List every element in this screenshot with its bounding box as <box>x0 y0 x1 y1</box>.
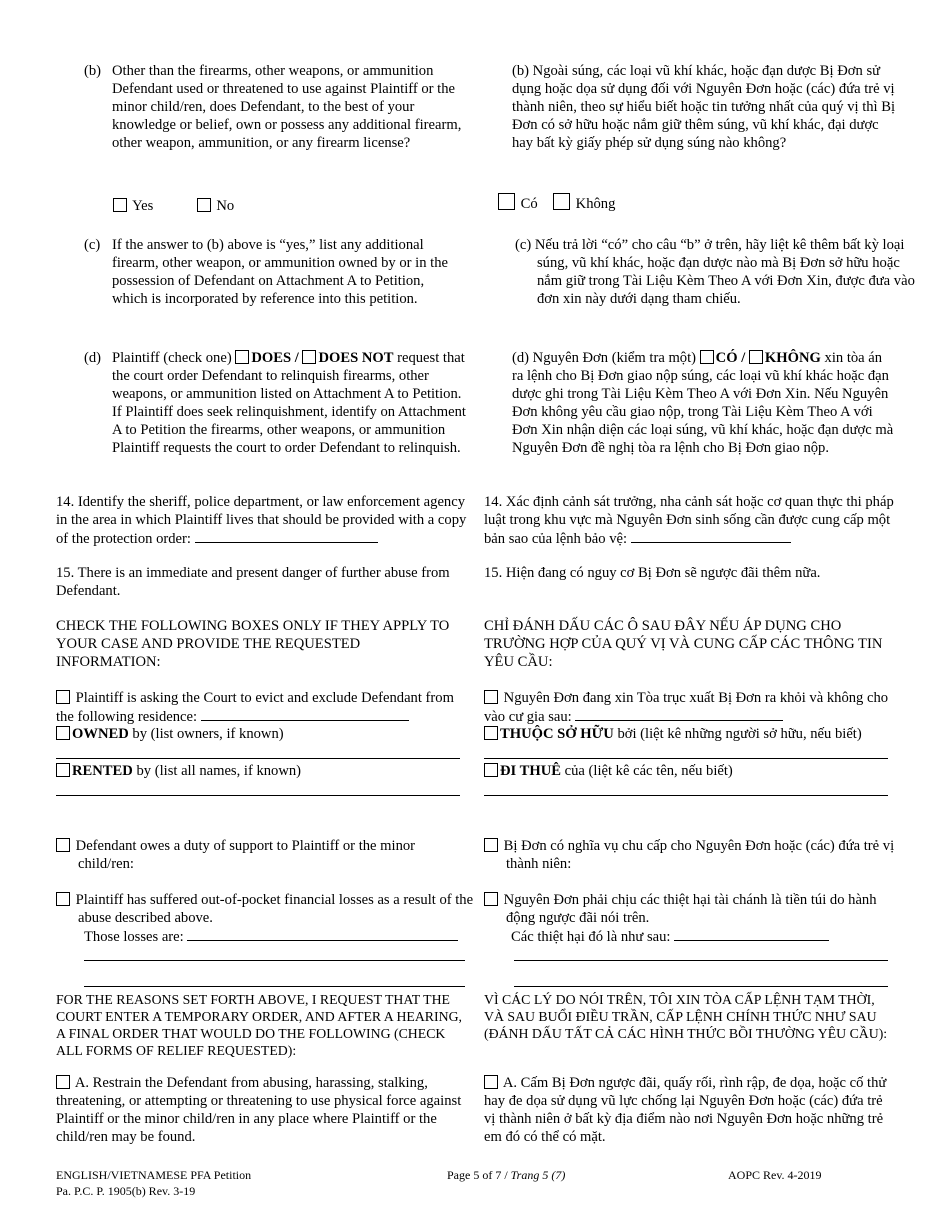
vi-question-c: (c) Nếu trả lời “có” cho câu “b” ở trên, hãy liệt kê thêm bất kỳ loại súng, vũ khí khác, hoặc đạn dược nào mà Bị Đơn sở hữu hoặc nắm giữ trong Tài Liệu Kèm Theo A với Đơn Xin, được đưa vào đơn xin này dưới dạng tham chiếu. <box>515 237 915 307</box>
vi-owned-rest: bởi (liệt kê những người sở hữu, nếu biết) <box>617 726 862 742</box>
vi-support-text: Bị Đơn có nghĩa vụ chu cấp cho Nguyên Đơn hoặc (các) đứa trẻ vị thành niên: <box>503 838 895 872</box>
vi-owned-bold: THUỘC SỞ HỮU <box>500 726 614 742</box>
vi-b-yes-no <box>498 193 615 213</box>
en-question-15: 15. There is an immediate and present danger of further abuse from Defendant. <box>56 565 450 599</box>
vi-owned-checkbox[interactable] <box>484 726 498 740</box>
en-losses-are-label: Those losses are: <box>84 929 184 945</box>
vi-d-co-checkbox[interactable] <box>700 350 714 364</box>
vi-relief-a <box>484 1074 896 1146</box>
footer-page-vi: Trang 5 (7) <box>510 1168 566 1182</box>
vi-no-checkbox[interactable] <box>553 193 570 210</box>
en-evict-checkbox[interactable] <box>56 690 70 704</box>
vi-losses-checkbox[interactable] <box>484 892 498 906</box>
en-owned-checkbox[interactable] <box>56 726 70 740</box>
en-support-text: Defendant owes a duty of support to Plaintiff or the minor child/ren: <box>75 838 416 872</box>
en-yes-checkbox[interactable] <box>113 198 127 212</box>
en-owned-bold: OWNED <box>72 726 129 742</box>
vi-question-b: (b) Ngoài súng, các loại vũ khí khác, hoặc đạn dược Bị Đơn sử dụng hoặc dọa sử dụng đối với Nguyên Đơn hoặc (các) đứa trẻ vị thành niên, theo sự hiểu biết hoặc tin tưởng nhất của quý vị thì Bị Đơn có sở hữu hoặc nắm giữ thêm súng, vũ khí khác, đại dược hay bất kỳ giấy phép sử dụng súng nào không? <box>512 63 896 151</box>
en-support-checkbox[interactable] <box>56 838 70 852</box>
en-q14-blank[interactable] <box>195 529 378 543</box>
vi-d-co-label: CÓ / <box>715 350 746 366</box>
en-b-text: Other than the firearms, other weapons, or ammunition Defendant used or threatened to use against Plaintiff or the minor child/ren, does Defendant, to the best of your knowledge or belief, own or possess any additional firearm, other weapon, ammunition, or any firearm license? <box>112 63 462 151</box>
en-rented-line[interactable] <box>56 795 460 796</box>
en-d-does-label: DOES / <box>251 350 299 366</box>
en-b-yes-no <box>113 197 234 215</box>
vi-question-14 <box>484 493 896 548</box>
vi-losses-are-label: Các thiệt hại đó là như sau: <box>511 929 671 945</box>
footer-page-en: Page 5 of 7 / <box>447 1168 508 1182</box>
en-d-doesnot-label: DOES NOT <box>318 350 394 366</box>
en-evict-text: Plaintiff is asking the Court to evict and exclude Defendant from the following residence: <box>56 690 454 725</box>
vi-d-pre: (d) Nguyên Đơn (kiểm tra một) <box>512 350 697 366</box>
en-losses-text: Plaintiff has suffered out-of-pocket financial losses as a result of the abuse described above. <box>75 892 474 926</box>
en-reasons-heading: FOR THE REASONS SET FORTH ABOVE, I REQUEST THAT THE COURT ENTER A TEMPORARY ORDER, AND AFTER A HEARING, A FINAL ORDER THAT WOULD DO THE FOLLOWING (CHECK ALL FORMS OF RELIEF REQUESTED): <box>56 992 462 1058</box>
footer-rule: Pa. P.C. P. 1905(b) Rev. 3-19 <box>56 1184 196 1198</box>
en-q14-text: 14. Identify the sheriff, police department, or law enforcement agency in the area in which Plaintiff lives that should be provided with a copy of the protection order: <box>56 494 467 547</box>
vi-losses-are-row <box>511 927 895 946</box>
en-yes-label: Yes <box>132 198 154 214</box>
en-check-heading: CHECK THE FOLLOWING BOXES ONLY IF THEY APPLY TO YOUR CASE AND PROVIDE THE REQUESTED INFORMATION: <box>56 618 450 670</box>
footer-page-number <box>447 1167 565 1183</box>
vi-evict-checkbox[interactable] <box>484 690 498 704</box>
en-support-item <box>56 837 468 873</box>
en-d-text: request that the court order Defendant to relinquish firearms, other weapons, or ammunition listed on Attachment A to Petition. If Plaintiff does seek relinquishment, identify on Attachment A to Petition the firearms, other weapons, or ammunition Plaintiff requests the court to order Defendant to relinquish. <box>112 350 466 456</box>
en-d-label: (d) <box>84 350 102 366</box>
vi-rented-bold: ĐI THUÊ <box>500 763 561 779</box>
en-d-does-checkbox[interactable] <box>235 350 249 364</box>
en-question-d <box>84 349 469 457</box>
vi-relief-a-text: A. Cấm Bị Đơn ngược đãi, quấy rối, rình rập, đe dọa, hoặc cố thử hay đe dọa sử dụng vũ lực chống lại Nguyên Đơn hoặc (các) đứa trẻ vị thành niên ở bất kỳ địa điểm nào nơi Nguyên Đơn hoặc những trẻ em đó có thể có mặt. <box>484 1075 887 1145</box>
footer-revision: AOPC Rev. 4-2019 <box>728 1168 822 1182</box>
vi-relief-a-checkbox[interactable] <box>484 1075 498 1089</box>
en-losses-checkbox[interactable] <box>56 892 70 906</box>
vi-rented-line[interactable] <box>484 795 888 796</box>
en-relief-a <box>56 1074 468 1146</box>
en-no-checkbox[interactable] <box>197 198 211 212</box>
vi-d-khong-label: KHÔNG <box>764 350 821 366</box>
vi-yes-checkbox[interactable] <box>498 193 515 210</box>
vi-d-khong-checkbox[interactable] <box>749 350 763 364</box>
en-no-label: No <box>216 198 235 214</box>
vi-losses-blank[interactable] <box>674 927 829 941</box>
footer-left <box>56 1167 251 1199</box>
vi-q14-blank[interactable] <box>631 529 791 543</box>
en-rented-bold: RENTED <box>72 763 133 779</box>
en-owned-line[interactable] <box>56 758 460 759</box>
en-losses-line-2[interactable] <box>84 960 465 961</box>
vi-losses-item <box>484 891 906 927</box>
en-c-text: If the answer to (b) above is “yes,” list any additional firearm, other weapon, or ammunition owned by or in the possession of Defendant on Attachment A to Petition, which is incorporated by reference into this petition. <box>112 237 448 307</box>
vi-rented-checkbox[interactable] <box>484 763 498 777</box>
vi-losses-text: Nguyên Đơn phải chịu các thiệt hại tài chánh là tiền túi do hành động ngược đãi nói trên. <box>503 892 877 926</box>
en-d-doesnot-checkbox[interactable] <box>302 350 316 364</box>
vi-evict-text: Nguyên Đơn đang xin Tòa trục xuất Bị Đơn ra khỏi và không cho vào cư gia sau: <box>484 690 889 725</box>
en-losses-blank[interactable] <box>187 927 458 941</box>
en-relief-a-text: A. Restrain the Defendant from abusing, harassing, stalking, threatening, or attempting or threatening to use physical force against Plaintiff or the minor child/ren in any place where Plaintiff or the child/ren may be found. <box>56 1075 462 1145</box>
vi-rented-item <box>484 762 896 780</box>
vi-owned-line[interactable] <box>484 758 888 759</box>
vi-yes-label: Có <box>520 196 538 212</box>
en-relief-a-checkbox[interactable] <box>56 1075 70 1089</box>
vi-support-checkbox[interactable] <box>484 838 498 852</box>
en-c-label: (c) <box>84 237 101 253</box>
en-d-pre: Plaintiff (check one) <box>112 350 232 366</box>
en-rented-item <box>56 762 468 780</box>
en-evict-blank[interactable] <box>201 707 409 721</box>
en-rented-checkbox[interactable] <box>56 763 70 777</box>
vi-check-heading: CHỈ ĐÁNH DẤU CÁC Ô SAU ĐÂY NẾU ÁP DỤNG CHO TRƯỜNG HỢP CỦA QUÝ VỊ VÀ CUNG CẤP CÁC THÔNG TIN YÊU CẦU: <box>484 618 883 670</box>
en-losses-line-3[interactable] <box>84 986 465 987</box>
vi-no-label: Không <box>575 196 616 212</box>
vi-losses-line-3[interactable] <box>514 986 888 987</box>
en-owned-rest: by (list owners, if known) <box>132 726 284 742</box>
en-b-label: (b) <box>84 63 102 79</box>
vi-q14-text: 14. Xác định cảnh sát trưởng, nha cảnh sát hoặc cơ quan thực thi pháp luật trong khu vực mà Nguyên Đơn sinh sống cần được cung cấp một bản sao của lệnh bảo vệ: <box>484 494 894 547</box>
en-losses-are-row <box>84 927 468 946</box>
vi-owned-item <box>484 725 904 743</box>
vi-question-d <box>512 349 897 457</box>
vi-reasons-heading: VÌ CÁC LÝ DO NÓI TRÊN, TÔI XIN TÒA CẤP LỆNH TẠM THỜI, VÀ SAU BUỔI ĐIỀU TRẦN, CẤP LỆNH CHÍNH THỨC NHƯ SAU (ĐÁNH DẤU TẤT CẢ CÁC HÌNH THỨC BỒI THƯỜNG YÊU CẦU): <box>484 992 888 1041</box>
en-question-b <box>84 62 464 152</box>
en-question-c <box>84 236 464 308</box>
vi-support-item <box>484 837 918 873</box>
vi-question-15: 15. Hiện đang có nguy cơ Bị Đơn sẽ ngược đãi thêm nữa. <box>484 565 821 581</box>
vi-evict-blank[interactable] <box>575 707 783 721</box>
en-question-14 <box>56 493 468 548</box>
vi-d-text: xin tòa án ra lệnh cho Bị Đơn giao nộp súng, các loại vũ khí khác hoặc đạn dược ghi trong Tài Liệu Kèm Theo A với Đơn Xin. Nếu Nguyên Đơn không yêu cầu giao nộp, trong Tài Liệu Kèm Theo A với Đơn Xin nhận diện các loại súng, vũ khí khác, hoặc đạn dược mà Nguyên Đơn đề nghị tòa ra lệnh cho Bị Đơn giao nộp. <box>512 350 894 456</box>
vi-rented-rest: của (liệt kê các tên, nếu biết) <box>564 763 733 779</box>
vi-evict-item <box>484 689 896 726</box>
en-evict-item <box>56 689 468 726</box>
vi-losses-line-2[interactable] <box>514 960 888 961</box>
en-rented-rest: by (list all names, if known) <box>136 763 302 779</box>
en-owned-item <box>56 725 468 743</box>
en-losses-item <box>56 891 490 927</box>
footer-form-name: ENGLISH/VIETNAMESE PFA Petition <box>56 1168 252 1182</box>
